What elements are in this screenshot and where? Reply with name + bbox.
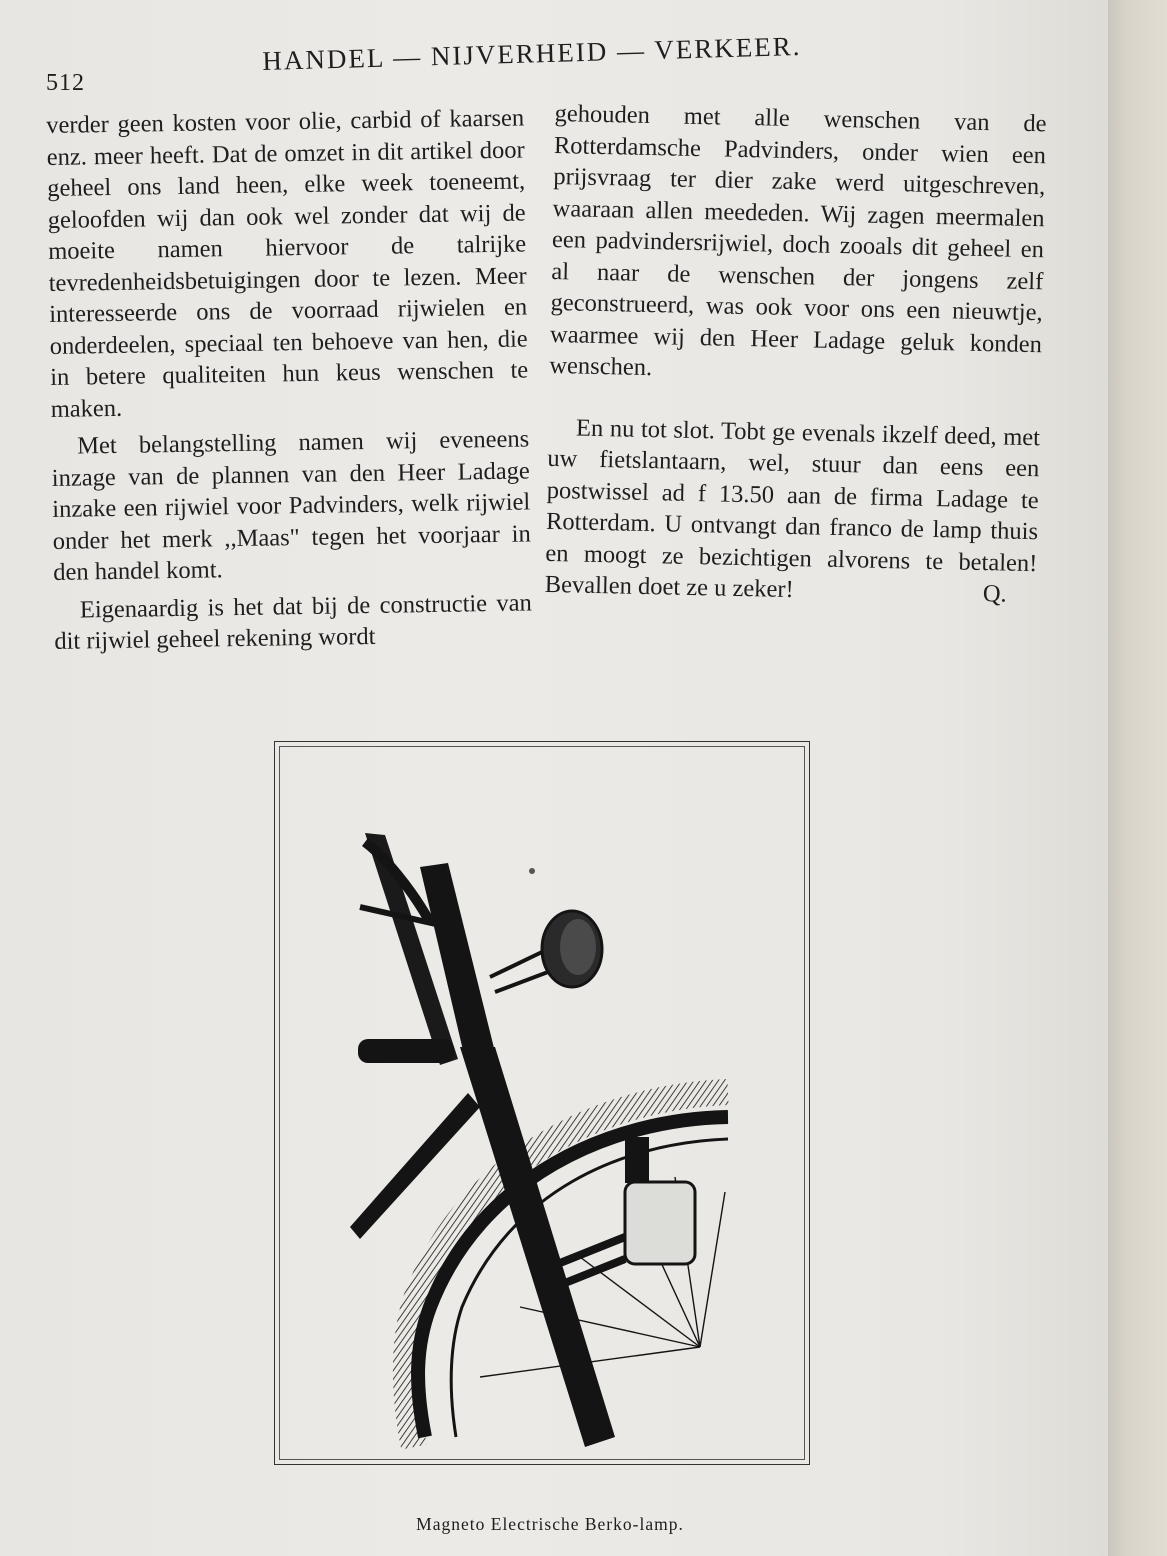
running-head: HANDEL — NIJVERHEID — VERKEER. bbox=[262, 30, 802, 76]
facing-page-edge bbox=[1108, 0, 1167, 1556]
left-paragraph-3: Eigenaardig is het dat bij de constructie van dit rijwiel geheel rekening wordt bbox=[54, 588, 533, 655]
illustration-frame bbox=[274, 741, 810, 1465]
left-paragraph-1: verder geen kosten voor olie, carbid of kaarsen enz. meer heeft. Dat de omzet in dit artikel door geheel ons land heen, elke week toeneemt, geloofden wij dan ook wel zonder dat wij de moeite namen hiervoor de talrijke tevredenheidsbetuigingen door te lezen. Meer interesseerde ons de voorraad rijwielen en onderdeelen, speciaal ten behoeve van hen, die in betere qualiteiten hun keus wenschen te maken. bbox=[46, 104, 529, 423]
illustration-caption: Magneto Electrische Berko-lamp. bbox=[416, 1514, 684, 1534]
illustration-inner-border bbox=[279, 746, 805, 1460]
right-paragraph-1: gehouden met alle wenschen van de Rotterdamsche Padvinders, onder wien een prijsvraag ter dier zake werd uitgeschreven, waaraan allen meededen. Wij zagen meermalen een padvindersrijwiel, doch zooals dit geheel en al naar de wenschen der jongens zelf geconstrueerd, was ook voor ons een nieuwtje, waarmee wij den Heer Ladage geluk konden wenschen. bbox=[549, 99, 1047, 382]
lamp-bracket bbox=[490, 952, 548, 992]
bicycle-lamp-illustration bbox=[280, 747, 804, 1459]
author-signature: Q. bbox=[982, 580, 1007, 608]
dynamo-body bbox=[625, 1182, 695, 1264]
left-paragraph-2: Met belangstelling namen wij eveneens inzage van de plannen van den Heer Ladage inzake een rijwiel voor Padvinders, welk rijwiel onder het merk ,,Maas" tegen het voorjaar in den handel komt. bbox=[51, 425, 531, 586]
print-speck bbox=[529, 868, 535, 874]
lamp-glass bbox=[560, 919, 596, 975]
left-column bbox=[46, 102, 533, 657]
right-paragraph-2 bbox=[544, 411, 1040, 610]
right-column bbox=[544, 98, 1046, 611]
dynamo-cap bbox=[625, 1137, 649, 1183]
right-paragraph-2-text: En nu tot slot. Tobt ge evenals ikzelf deed, met uw fietslantaarn, wel, stuur dan eens een postwissel ad f 13.50 aan de firma Ladage te Rotterdam. U ontvangt dan franco de lamp thuis en moogt ze bezichtigen alvorens te betalen! Bevallen doet ze u zeker! bbox=[544, 414, 1041, 604]
handlebar-grip bbox=[358, 1039, 454, 1063]
page-number: 512 bbox=[46, 70, 85, 96]
